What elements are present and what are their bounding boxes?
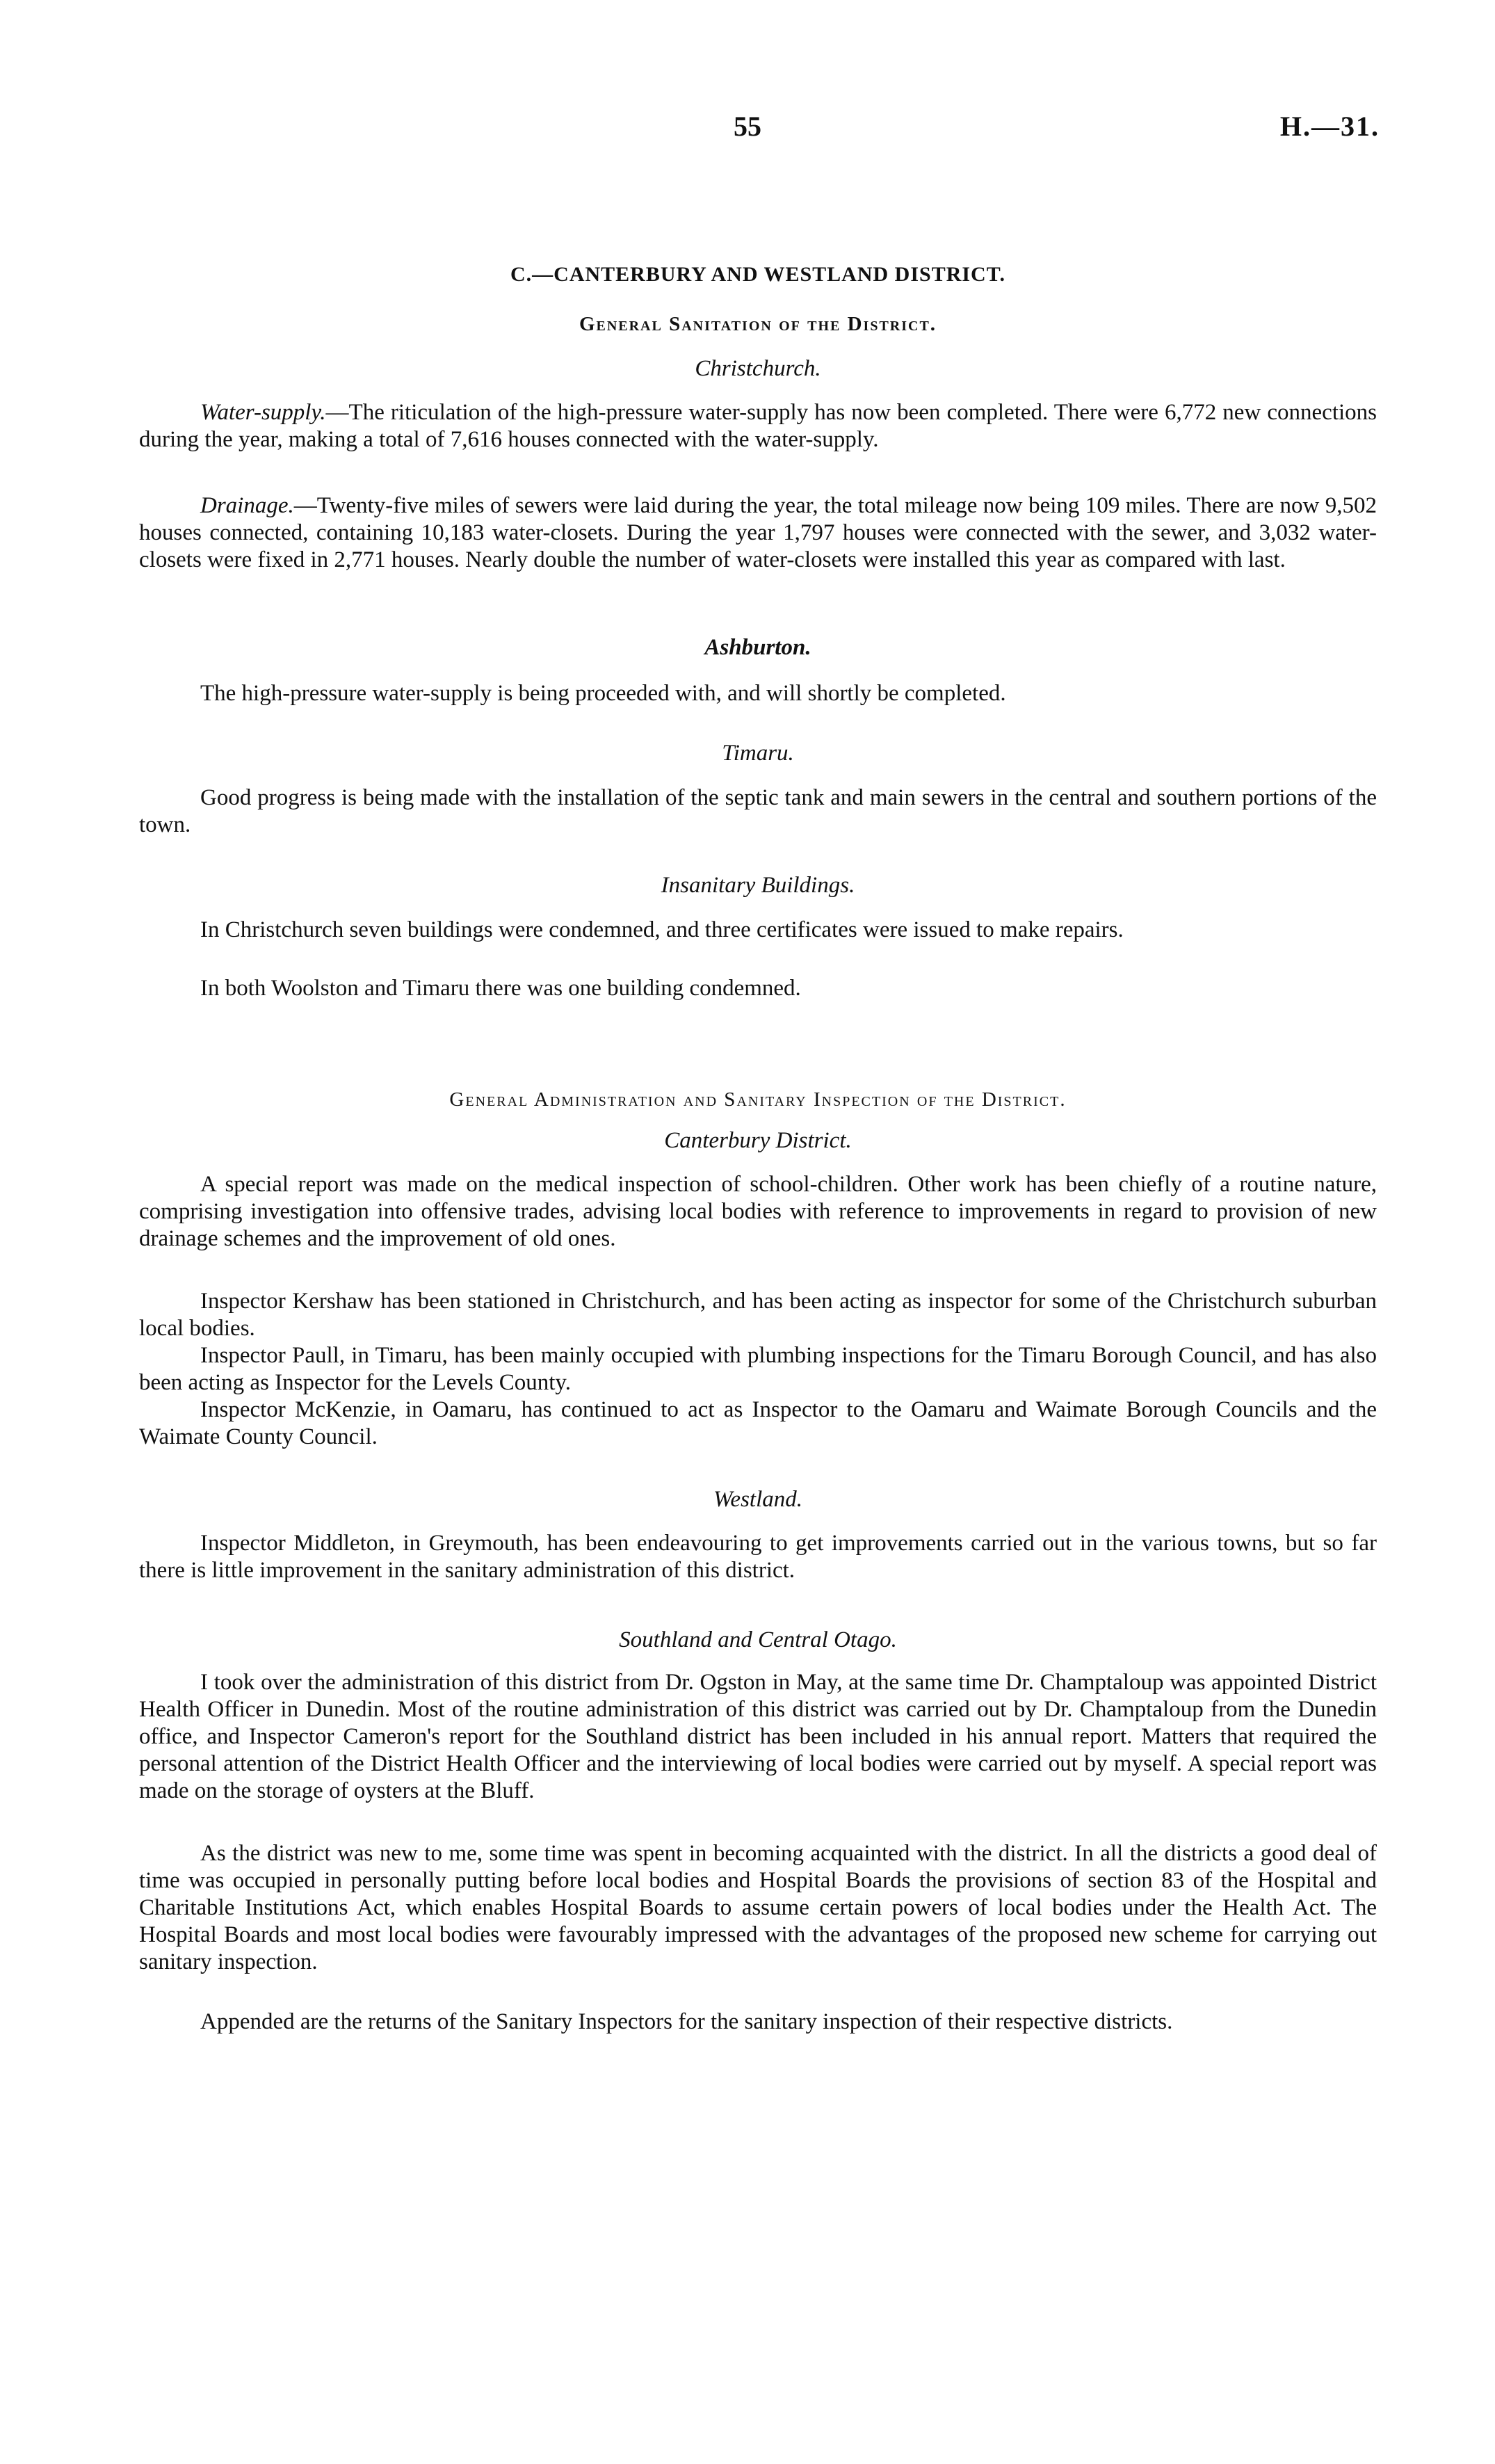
insanitary-text-2: In both Woolston and Timaru there was one building condemned.	[200, 976, 801, 1001]
administration-heading: General Administration and Sanitary Inspection of the District.	[449, 1088, 1067, 1111]
drainage-paragraph	[139, 492, 1377, 574]
canterbury-text-1: A special report was made on the medical inspection of school-children. Other work has been chiefly of a routine nature, comprising investigation into offensive trades, advising local bodies with reference to improvements in regard to provision of new drainage schemes and the improvement of old ones.	[139, 1172, 1377, 1251]
water-supply-text: —The riticulation of the high-pressure water-supply has now been completed. There were 6,772 new connections during the year, making a total of 7,616 houses connected with the water-supply.	[139, 400, 1377, 452]
document-reference: H.—31.	[1279, 111, 1380, 142]
christchurch-heading: Christchurch.	[695, 356, 821, 381]
canterbury-text-4: Inspector McKenzie, in Oamaru, has continued to act as Inspector to the Oamaru and Waimate Borough Councils and the Waimate County Council.	[139, 1397, 1377, 1449]
insanitary-heading: Insanitary Buildings.	[661, 873, 855, 898]
westland-text: Inspector Middleton, in Greymouth, has been endeavouring to get improvements carried out in the various towns, but so far there is little improvement in the sanitary administration of this district.	[139, 1531, 1377, 1583]
section-title: C.—CANTERBURY AND WESTLAND DISTRICT.	[510, 263, 1005, 286]
southland-text-3: Appended are the returns of the Sanitary Inspectors for the sanitary inspection of their respective districts.	[200, 2009, 1173, 2034]
ashburton-text: The high-pressure water-supply is being proceeded with, and will shortly be completed.	[200, 681, 1006, 706]
water-supply-paragraph	[139, 399, 1377, 453]
timaru-heading: Timaru.	[722, 741, 794, 766]
southland-heading: Southland and Central Otago.	[619, 1627, 897, 1652]
ashburton-heading: Ashburton.	[704, 635, 811, 660]
general-sanitation-heading: General Sanitation of the District.	[579, 313, 937, 335]
page-number: 55	[734, 111, 761, 142]
southland-text-2: As the district was new to me, some time was spent in becoming acquainted with the district. In all the districts a good deal of time was occupied in personally putting before local bodies and Hospital Boards the provisions of section 83 of the Hospital and Charitable Institutions Act, which enables Hospital Boards to assume certain powers of local bodies under the Health Act. The Hospital Boards and most local bodies were favourably impressed with the advantages of the proposed new scheme for carrying out sanitary inspection.	[139, 1841, 1377, 1974]
canterbury-heading: Canterbury District.	[664, 1128, 852, 1153]
canterbury-text-3: Inspector Paull, in Timaru, has been mainly occupied with plumbing inspections for the Timaru Borough Council, and has also been acting as Inspector for the Levels County.	[139, 1343, 1377, 1395]
southland-text-1: I took over the administration of this district from Dr. Ogston in May, at the same time Dr. Champtaloup was appointed District Health Officer in Dunedin. Most of the routine administration of this district was carried out by Dr. Champtaloup from the Dunedin office, and Inspector Cameron's report for the Southland district has been included in his annual report. Matters that required the personal attention of the District Health Officer and the interviewing of local bodies were carried out by myself. A special report was made on the storage of oysters at the Bluff.	[139, 1670, 1377, 1803]
westland-heading: Westland.	[713, 1487, 803, 1512]
drainage-lead: Drainage.	[200, 493, 294, 518]
drainage-text: —Twenty-five miles of sewers were laid during the year, the total mileage now being 109 miles. There are now 9,502 houses connected, containing 10,183 water-closets. During the year 1,797 houses were connected with the sewer, and 3,032 water-closets were fixed in 2,771 houses. Nearly double the number of water-closets were installed this year as compared with last.	[139, 493, 1377, 572]
canterbury-text-2: Inspector Kershaw has been stationed in Christchurch, and has been acting as inspector for some of the Christchurch suburban local bodies.	[139, 1289, 1377, 1341]
insanitary-text-1: In Christchurch seven buildings were condemned, and three certificates were issued to make repairs.	[200, 917, 1124, 942]
timaru-text: Good progress is being made with the installation of the septic tank and main sewers in the central and southern portions of the town.	[139, 785, 1377, 837]
water-supply-lead: Water-supply.	[200, 400, 326, 425]
